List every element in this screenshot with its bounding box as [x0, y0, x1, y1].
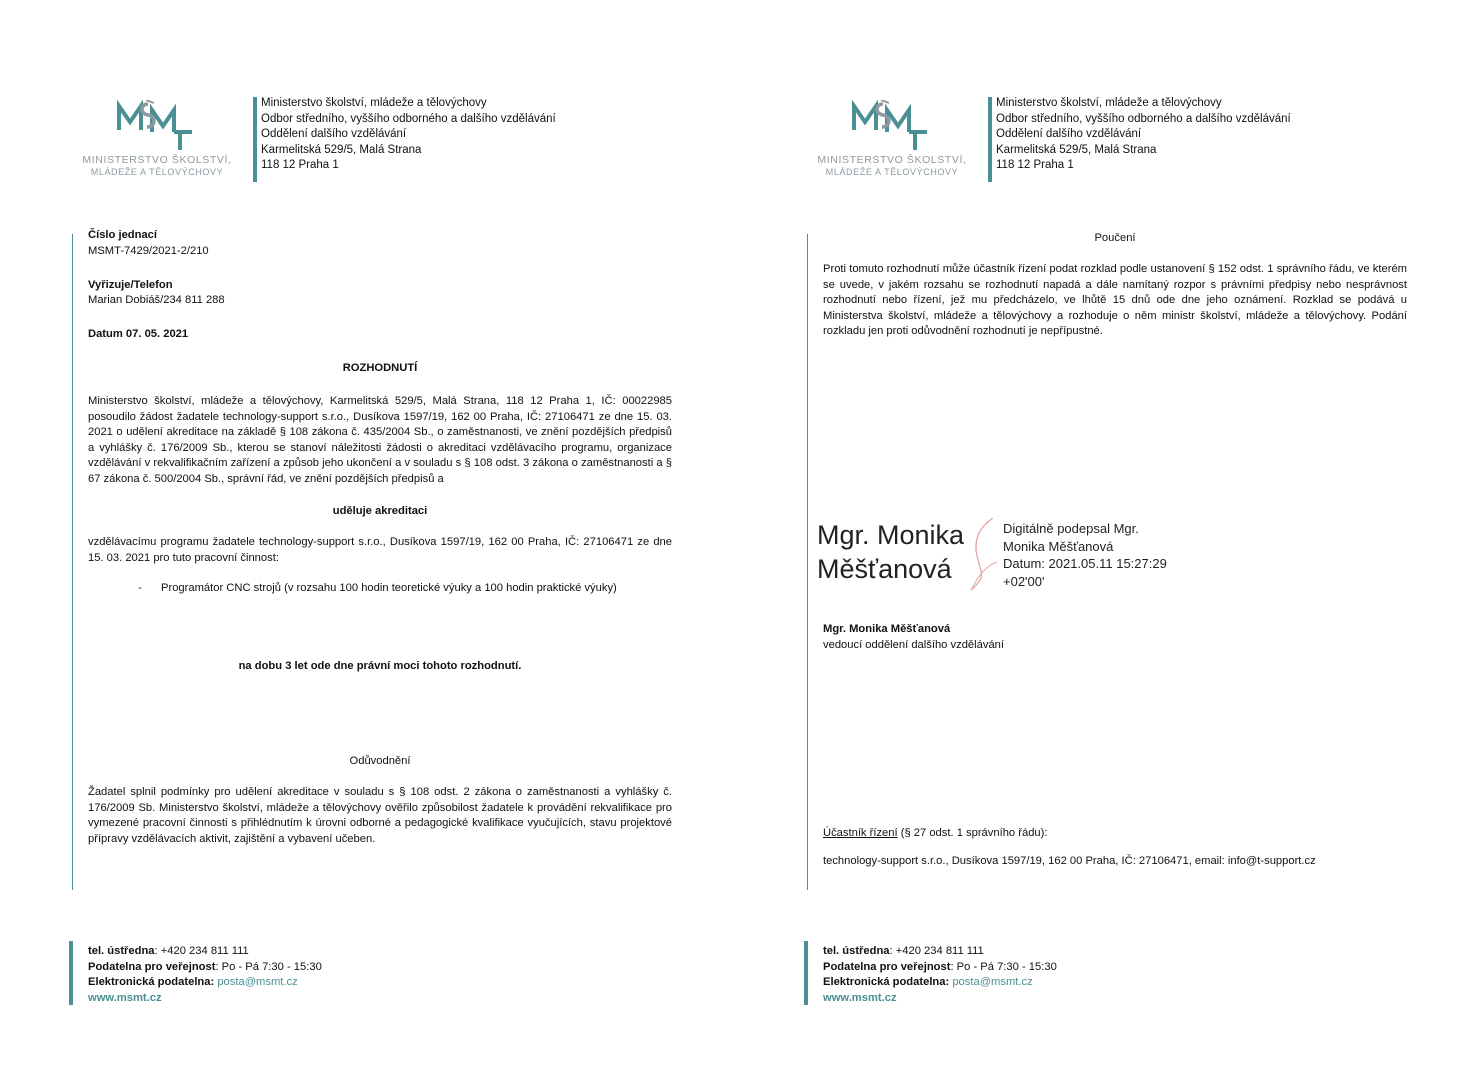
- accreditation-duration: na dobu 3 let ode dne právní moci tohoto rozhodnutí.: [238, 660, 522, 672]
- signature-name-line2: Měšťanová: [817, 554, 952, 584]
- header-line: Ministerstvo školství, mládeže a tělovýchovy: [996, 97, 1222, 109]
- instruction-title: Poučení: [1094, 232, 1136, 244]
- reasons-text: Žadatel splnil podmínky pro udělení akreditace v souladu s § 108 odst. 2 zákona o zaměstnanosti a vyhlášky č. 176/2009 Sb. Ministerstvo školství, mládeže a tělovýchovy ověřilo způsobilost žadatele k provádění rekvalifikace pro vymezené pracovní činnosti s přihlédnutím k úrovni odborné a pedagogické kvalifikace vyučujících, stavu projektové přípravy vzdělávacích aktivit, zajištění a vybavení učeben.: [88, 786, 672, 845]
- decision-date: Datum 07. 05. 2021: [88, 328, 189, 340]
- party-value: technology-support s.r.o., Dusíkova 1597/19, 162 00 Praha, IČ: 27106471, email: info@t-support.cz: [823, 855, 1316, 867]
- signature-meta-line: +02'00': [1003, 573, 1045, 589]
- office-label: Podatelna pro veřejnost: [823, 960, 951, 973]
- phone-value: : +420 234 811 111: [889, 945, 984, 957]
- footer-accent-bar: [69, 941, 73, 1005]
- header-line: Odbor středního, vyššího odborného a dalšího vzdělávání: [261, 112, 556, 125]
- msmt-logo: [76, 98, 238, 180]
- email-link[interactable]: posta@msmt.cz: [217, 976, 298, 989]
- web-link[interactable]: www.msmt.cz: [823, 991, 897, 1004]
- msmt-logo-icon: [851, 100, 931, 152]
- ref-label: Číslo jednací: [88, 229, 158, 241]
- header-address: [261, 96, 556, 174]
- program-item: Programátor CNC strojů (v rozsahu 100 hodin teoretické výuky a 100 hodin praktické výuky): [161, 582, 617, 594]
- header-line: Oddělení dalšího vzdělávání: [996, 128, 1142, 140]
- party-heading: [823, 826, 1047, 842]
- phone-label: tel. ústředna: [88, 945, 155, 957]
- header-accent-bar: [988, 97, 992, 182]
- logo-text-line2: MLÁDEŽE A TĚLOVÝCHOVY: [90, 167, 224, 177]
- signer-name: Mgr. Monika Měšťanová: [823, 623, 951, 635]
- decision-title: ROZHODNUTÍ: [342, 362, 418, 374]
- phone-value: : +420 234 811 111: [154, 945, 249, 957]
- header-address: [996, 96, 1291, 174]
- instruction-text: Proti tomuto rozhodnutí může účastník řízení podat rozklad podle ustanovení § 152 odst. 1 správního řádu, ve kterém se uvede, v jakém rozsahu se rozhodnutí napadá a dále namítaný rozpor s právními předpisy nebo nesprávnost rozhodnutí nebo řízení, jež mu předcházelo, ve lhůtě 15 dnů ode dne jeho oznámení. Rozklad se podává u Ministerstva školství, mládeže a tělovýchovy a rozhoduje o něm ministr školství, mládeže a tělovýchovy. Podání rozkladu jen proti odůvodnění rozhodnutí je nepřípustné.: [823, 263, 1407, 338]
- signature-meta-line: Monika Měšťanová: [1003, 538, 1114, 554]
- web-link[interactable]: www.msmt.cz: [88, 991, 162, 1004]
- header-line: Oddělení dalšího vzdělávání: [261, 128, 407, 140]
- party-suffix: (§ 27 odst. 1 správního řádu):: [897, 827, 1048, 839]
- signature-meta-line: Digitálně podepsal Mgr.: [1003, 521, 1139, 536]
- footer-accent-bar: [804, 941, 808, 1005]
- party-label: Účastník řízení: [823, 827, 898, 839]
- contact-label: Vyřizuje/Telefon: [88, 279, 173, 291]
- msmt-logo: [811, 98, 973, 180]
- logo-text-line1: MINISTERSTVO ŠKOLSTVÍ,: [82, 154, 232, 166]
- office-hours: : Po - Pá 7:30 - 15:30: [215, 960, 322, 973]
- header-line: 118 12 Praha 1: [261, 159, 339, 171]
- bullet-mark: -: [138, 582, 142, 594]
- reasons-title: Odůvodnění: [349, 755, 411, 767]
- header-line: Karmelitská 529/5, Malá Strana: [261, 143, 422, 156]
- contact-value: Marian Dobiáš/234 811 288: [88, 294, 225, 306]
- msmt-logo-icon: [116, 100, 196, 152]
- header-accent-bar: [253, 97, 257, 182]
- logo-text-line1: MINISTERSTVO ŠKOLSTVÍ,: [817, 154, 967, 166]
- signature-name-line1: Mgr. Monika: [817, 520, 965, 550]
- footer-contacts: [823, 944, 1057, 1006]
- header-line: Karmelitská 529/5, Malá Strana: [996, 143, 1157, 156]
- page-left: [0, 0, 735, 1079]
- body-margin-line: [72, 234, 73, 890]
- email-label: Elektronická podatelna:: [88, 976, 215, 989]
- logo-text-line2: MLÁDEŽE A TĚLOVÝCHOVY: [825, 167, 959, 177]
- phone-label: tel. ústředna: [823, 945, 890, 957]
- email-label: Elektronická podatelna:: [823, 976, 950, 989]
- signature-name: [817, 518, 964, 586]
- header-line: Ministerstvo školství, mládeže a tělovýchovy: [261, 97, 487, 109]
- footer-contacts: [88, 944, 322, 1006]
- page-right: [735, 0, 1470, 1079]
- body-margin-line: [807, 234, 808, 890]
- signature-flourish-icon: [963, 516, 1003, 592]
- signer-role: vedoucí oddělení dalšího vzdělávání: [823, 639, 1004, 651]
- decision-intro: Ministerstvo školství, mládeže a tělovýchovy, Karmelitská 529/5, Malá Strana, 118 12 Praha 1, IČ: 00022985 posoudilo žádost žadatele technology-support s.r.o., Dusíkova 1597/19, 162 00 Praha, IČ: 27106471 ze dne 15. 03. 2021 o udělení akreditace na základě § 108 zákona č. 435/2004 Sb., o zaměstnanosti, ve znění pozdějších předpisů a vyhlášky č. 176/2009 Sb., kterou se stanoví náležitosti žádosti o akreditaci vzdělávacího programu, organizace vzdělávání v rekvalifikačním zařízení a způsob jeho ukončení a v souladu s § 108 odst. 3 zákona o zaměstnanosti a § 67 zákona č. 500/2004 Sb., správní řád, ve znění pozdějších předpisů a: [88, 395, 672, 485]
- header-line: Odbor středního, vyššího odborného a dalšího vzdělávání: [996, 112, 1291, 125]
- signature-metadata: [1003, 520, 1167, 590]
- ref-value: MSMT-7429/2021-2/210: [88, 245, 209, 257]
- office-label: Podatelna pro veřejnost: [88, 960, 216, 973]
- office-hours: : Po - Pá 7:30 - 15:30: [950, 960, 1057, 973]
- header-line: 118 12 Praha 1: [996, 159, 1074, 171]
- grant-statement: uděluje akreditaci: [332, 505, 428, 517]
- signature-meta-line: Datum: 2021.05.11 15:27:29: [1003, 556, 1167, 571]
- program-intro: vzdělávacímu programu žadatele technology-support s.r.o., Dusíkova 1597/19, 162 00 Praha, IČ: 27106471 ze dne 15. 03. 2021 pro tuto pracovní činnost:: [88, 536, 672, 564]
- email-link[interactable]: posta@msmt.cz: [952, 976, 1033, 989]
